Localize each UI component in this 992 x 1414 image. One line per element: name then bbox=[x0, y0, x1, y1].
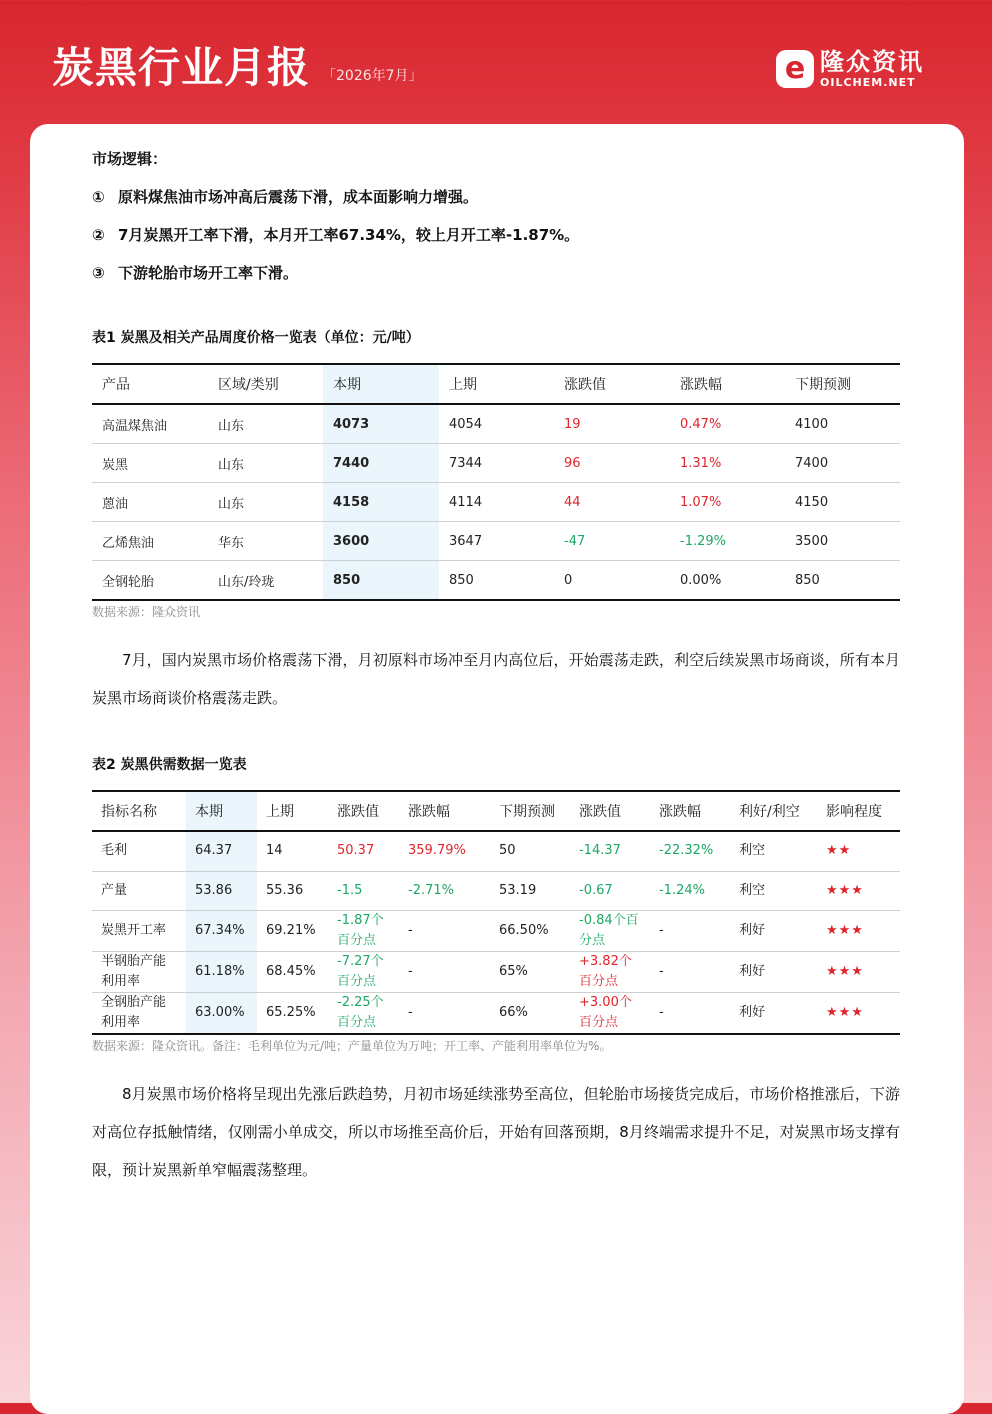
table-cell: 65.25% bbox=[257, 993, 328, 1035]
table-cell: 850 bbox=[323, 561, 439, 601]
supply-demand-table bbox=[92, 790, 900, 1035]
table-cell: 7440 bbox=[323, 444, 439, 483]
table-row bbox=[92, 483, 900, 522]
table1-source: 数据来源：隆众资讯 bbox=[92, 605, 201, 619]
table-row bbox=[92, 911, 900, 952]
table-cell: -47 bbox=[554, 522, 670, 561]
table-cell: 3600 bbox=[323, 522, 439, 561]
table-cell: 炭黑 bbox=[92, 444, 208, 483]
column-header: 利好/利空 bbox=[739, 804, 800, 820]
table-cell: 利好 bbox=[730, 993, 817, 1035]
table-cell: -0.84个百分点 bbox=[570, 911, 650, 952]
table-cell: 68.45% bbox=[257, 952, 328, 993]
market-logic-label: 市场逻辑： bbox=[92, 150, 168, 168]
table-cell: - bbox=[399, 952, 490, 993]
table-cell: 利好 bbox=[730, 911, 817, 952]
logo-e-icon: e bbox=[776, 50, 814, 88]
logo-domain: OILCHEM.NET bbox=[820, 76, 916, 89]
table-cell: 高温煤焦油 bbox=[92, 404, 208, 444]
table-cell: 利好 bbox=[730, 952, 817, 993]
table-row bbox=[92, 404, 900, 444]
table-cell: 华东 bbox=[208, 522, 323, 561]
column-header: 产品 bbox=[102, 377, 130, 393]
market-logic-point-3 bbox=[92, 262, 900, 284]
table-cell: 4073 bbox=[323, 404, 439, 444]
table-cell: -1.24% bbox=[650, 871, 730, 911]
table-cell: 7400 bbox=[785, 444, 900, 483]
paragraph-august-outlook: 8月炭黑市场价格将呈现出先涨后跌趋势，月初市场延续涨势至高位，但轮胎市场接货完成后，市场价格推涨后，下游对高位存抵触情绪，仅刚需小单成交，所以市场推至高价后，开始有回落预期，8月终端需求提升不足，对炭黑市场支撑有限，预计炭黑新单窄幅震荡整理。 bbox=[92, 1085, 900, 1179]
logo-name: 隆众资讯 bbox=[820, 48, 924, 76]
table-cell: 64.37 bbox=[186, 831, 257, 871]
table-cell: +3.82个百分点 bbox=[570, 952, 650, 993]
table-cell: 山东 bbox=[208, 444, 323, 483]
table-cell: 1.31% bbox=[670, 444, 785, 483]
table-cell: 96 bbox=[554, 444, 670, 483]
table-cell: 山东/玲珑 bbox=[208, 561, 323, 601]
table-cell: -2.71% bbox=[399, 871, 490, 911]
column-header: 区域/类别 bbox=[218, 377, 279, 393]
table-header-row bbox=[92, 364, 900, 404]
table-cell: 50.37 bbox=[328, 831, 399, 871]
column-header: 下期预测 bbox=[499, 804, 555, 820]
table-cell: 4054 bbox=[439, 404, 554, 444]
table-cell: 1.07% bbox=[670, 483, 785, 522]
table-cell: - bbox=[399, 911, 490, 952]
table-row bbox=[92, 993, 900, 1035]
table-cell: 359.79% bbox=[399, 831, 490, 871]
point-text: 7月炭黑开工率下滑，本月开工率67.34%，较上月开工率-1.87%。 bbox=[118, 226, 580, 244]
table-cell: -1.87个百分点 bbox=[328, 911, 399, 952]
table-cell: -14.37 bbox=[570, 831, 650, 871]
column-header: 本期 bbox=[323, 364, 439, 404]
table-cell: 0 bbox=[554, 561, 670, 601]
table-cell: 4114 bbox=[439, 483, 554, 522]
table-cell: - bbox=[650, 911, 730, 952]
table-cell: 蒽油 bbox=[92, 483, 208, 522]
column-header: 涨跌幅 bbox=[680, 377, 722, 393]
table-cell: 44 bbox=[554, 483, 670, 522]
impact-stars: ★★★ bbox=[817, 993, 900, 1035]
column-header: 下期预测 bbox=[795, 377, 851, 393]
table-cell: -22.32% bbox=[650, 831, 730, 871]
column-header: 指标名称 bbox=[101, 804, 157, 820]
oilchem-logo bbox=[776, 48, 946, 92]
table-row bbox=[92, 871, 900, 911]
report-card bbox=[30, 124, 964, 1414]
table-cell: - bbox=[399, 993, 490, 1035]
table-cell: - bbox=[650, 952, 730, 993]
point-number: ③ bbox=[92, 264, 105, 282]
table-cell: 4150 bbox=[785, 483, 900, 522]
table-cell: 61.18% bbox=[186, 952, 257, 993]
table2-source: 数据来源：隆众资讯。备注：毛利单位为元/吨；产量单位为万吨；开工率、产能利用率单位为%。 bbox=[92, 1039, 612, 1053]
table-cell: -2.25个百分点 bbox=[328, 993, 399, 1035]
table-cell: 66% bbox=[490, 993, 570, 1035]
table-row bbox=[92, 831, 900, 871]
table-cell: 19 bbox=[554, 404, 670, 444]
table-cell: -1.29% bbox=[670, 522, 785, 561]
table-cell: 14 bbox=[257, 831, 328, 871]
table-cell: 产量 bbox=[92, 871, 186, 911]
table-cell: 3647 bbox=[439, 522, 554, 561]
column-header: 上期 bbox=[449, 377, 477, 393]
price-table bbox=[92, 363, 900, 601]
table-cell: 半钢胎产能利用率 bbox=[92, 952, 186, 993]
table-cell: 65% bbox=[490, 952, 570, 993]
table-header-row bbox=[92, 791, 900, 831]
table-cell: 利空 bbox=[730, 831, 817, 871]
table-cell: 0.00% bbox=[670, 561, 785, 601]
table-cell: 63.00% bbox=[186, 993, 257, 1035]
table-cell: 山东 bbox=[208, 483, 323, 522]
table-cell: -1.5 bbox=[328, 871, 399, 911]
point-number: ① bbox=[92, 188, 105, 206]
table-cell: 炭黑开工率 bbox=[92, 911, 186, 952]
impact-stars: ★★★ bbox=[817, 911, 900, 952]
table-cell: 850 bbox=[439, 561, 554, 601]
impact-stars: ★★ bbox=[817, 831, 900, 871]
report-content bbox=[92, 148, 900, 1189]
table-cell: 55.36 bbox=[257, 871, 328, 911]
table-cell: - bbox=[650, 993, 730, 1035]
column-header: 本期 bbox=[186, 791, 257, 831]
table-cell: -0.67 bbox=[570, 871, 650, 911]
table-cell: 全钢胎产能利用率 bbox=[92, 993, 186, 1035]
table-cell: 4100 bbox=[785, 404, 900, 444]
table-cell: 毛利 bbox=[92, 831, 186, 871]
table-cell: 50 bbox=[490, 831, 570, 871]
table-cell: 全钢轮胎 bbox=[92, 561, 208, 601]
table-cell: 7344 bbox=[439, 444, 554, 483]
column-header: 涨跌幅 bbox=[408, 804, 450, 820]
point-number: ② bbox=[92, 226, 105, 244]
table-cell: 67.34% bbox=[186, 911, 257, 952]
table-cell: 山东 bbox=[208, 404, 323, 444]
point-text: 原料煤焦油市场冲高后震荡下滑，成本面影响力增强。 bbox=[118, 188, 479, 206]
column-header: 涨跌值 bbox=[337, 804, 379, 820]
report-header bbox=[0, 0, 992, 125]
paragraph-july-summary: 7月，国内炭黑市场价格震荡下滑，月初原料市场冲至月内高位后，开始震荡走跌，利空后续炭黑市场商谈，所有本月炭黑市场商谈价格震荡走跌。 bbox=[92, 651, 900, 707]
table-row bbox=[92, 522, 900, 561]
table-cell: 0.47% bbox=[670, 404, 785, 444]
table-cell: 4158 bbox=[323, 483, 439, 522]
table-cell: 66.50% bbox=[490, 911, 570, 952]
market-logic-point-1 bbox=[92, 186, 900, 208]
impact-stars: ★★★ bbox=[817, 871, 900, 911]
table2-title: 表2 炭黑供需数据一览表 bbox=[92, 757, 247, 773]
impact-stars: ★★★ bbox=[817, 952, 900, 993]
table-cell: 69.21% bbox=[257, 911, 328, 952]
table-row bbox=[92, 952, 900, 993]
column-header: 上期 bbox=[266, 804, 294, 820]
market-logic-point-2 bbox=[92, 224, 900, 246]
table-cell: 利空 bbox=[730, 871, 817, 911]
table-cell: 850 bbox=[785, 561, 900, 601]
table-cell: 乙烯焦油 bbox=[92, 522, 208, 561]
column-header: 涨跌值 bbox=[579, 804, 621, 820]
table-cell: +3.00个百分点 bbox=[570, 993, 650, 1035]
report-period: 「2026年7月」 bbox=[322, 68, 423, 84]
table1-title: 表1 炭黑及相关产品周度价格一览表（单位：元/吨） bbox=[92, 330, 420, 346]
table-cell: -7.27个百分点 bbox=[328, 952, 399, 993]
table-row bbox=[92, 561, 900, 601]
report-title: 炭黑行业月报 bbox=[52, 43, 311, 92]
column-header: 涨跌值 bbox=[564, 377, 606, 393]
table-cell: 53.86 bbox=[186, 871, 257, 911]
column-header: 涨跌幅 bbox=[659, 804, 701, 820]
table-row bbox=[92, 444, 900, 483]
table-cell: 53.19 bbox=[490, 871, 570, 911]
column-header: 影响程度 bbox=[826, 804, 882, 820]
table-cell: 3500 bbox=[785, 522, 900, 561]
point-text: 下游轮胎市场开工率下滑。 bbox=[118, 264, 299, 282]
